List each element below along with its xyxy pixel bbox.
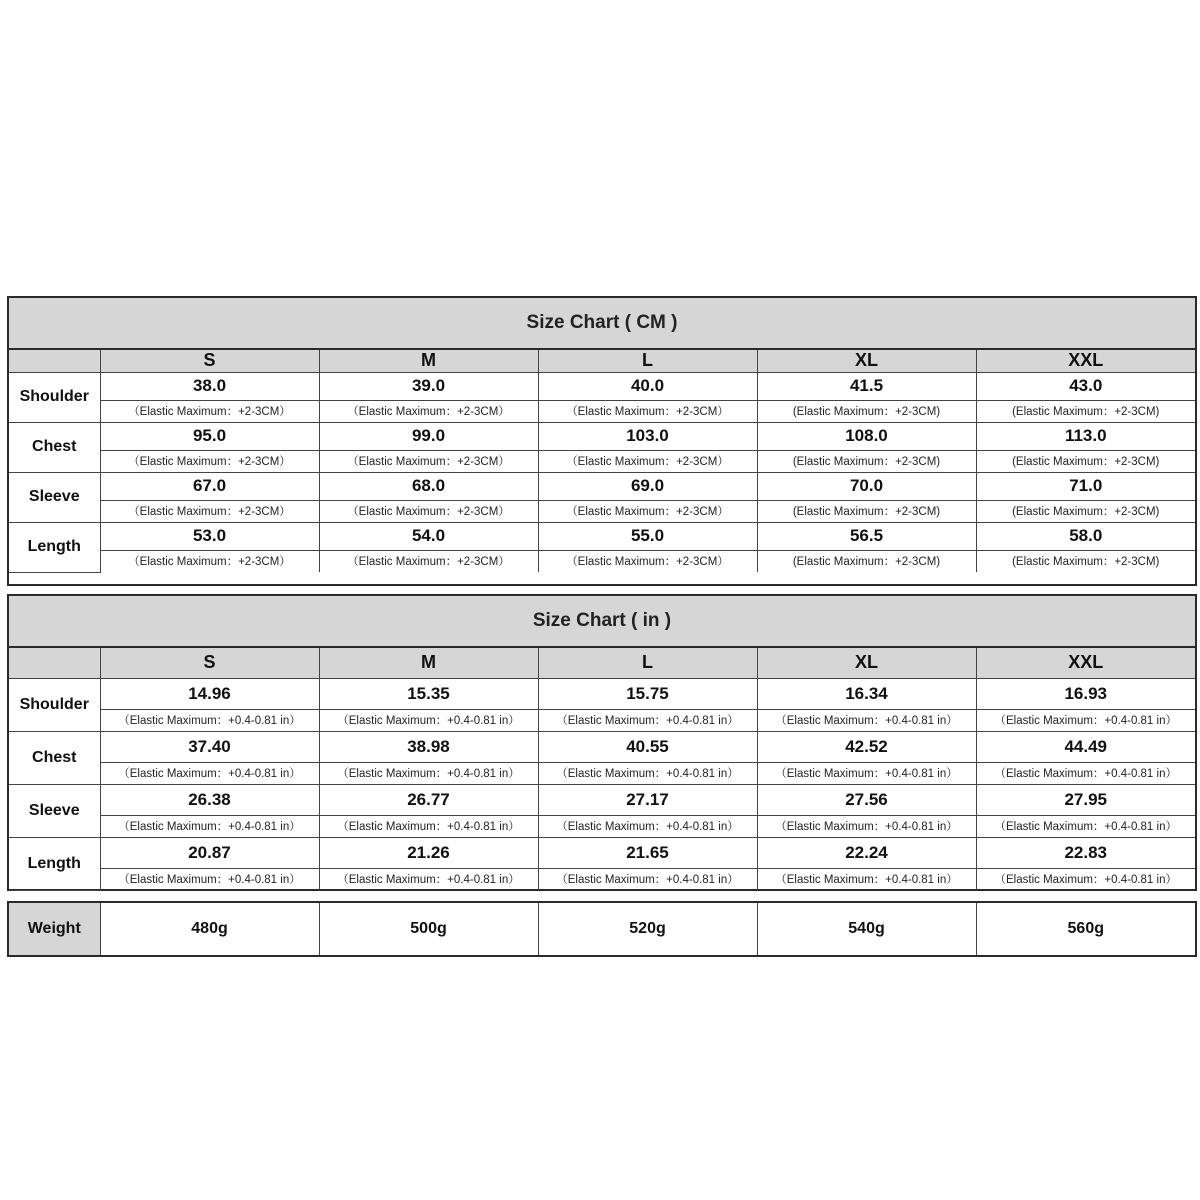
value-cell: 26.38 [100, 784, 319, 815]
table-row [9, 837, 1195, 868]
weight-value: 540g [757, 903, 976, 955]
elastic-note: （Elastic Maximum：+0.4-0.81 in） [976, 762, 1195, 784]
value-cell: 44.49 [976, 731, 1195, 762]
elastic-note: （Elastic Maximum：+2-3CM） [100, 500, 319, 522]
elastic-note: （Elastic Maximum：+0.4-0.81 in） [319, 868, 538, 890]
elastic-note: （Elastic Maximum：+0.4-0.81 in） [319, 815, 538, 837]
value-cell: 53.0 [100, 522, 319, 550]
size-header: XXL [976, 350, 1195, 372]
elastic-note: （Elastic Maximum：+0.4-0.81 in） [976, 868, 1195, 890]
size-header: XXL [976, 648, 1195, 678]
elastic-note: (Elastic Maximum：+2-3CM) [976, 450, 1195, 472]
size-table-in [9, 648, 1195, 891]
value-cell: 95.0 [100, 422, 319, 450]
size-header: L [538, 350, 757, 372]
elastic-note: （Elastic Maximum：+0.4-0.81 in） [538, 709, 757, 731]
value-cell: 99.0 [319, 422, 538, 450]
size-chart-in [7, 594, 1197, 891]
elastic-note: （Elastic Maximum：+2-3CM） [319, 450, 538, 472]
row-label: Chest [9, 422, 100, 472]
size-table-cm [9, 350, 1195, 573]
weight-value: 480g [100, 903, 319, 955]
note-row [9, 500, 1195, 522]
size-header: S [100, 648, 319, 678]
value-cell: 42.52 [757, 731, 976, 762]
elastic-note: （Elastic Maximum：+2-3CM） [538, 450, 757, 472]
value-cell: 22.83 [976, 837, 1195, 868]
value-cell: 16.93 [976, 678, 1195, 709]
table-row [9, 372, 1195, 400]
value-cell: 39.0 [319, 372, 538, 400]
size-header-row [9, 648, 1195, 678]
size-chart-cm [7, 296, 1197, 586]
elastic-note: （Elastic Maximum：+2-3CM） [319, 400, 538, 422]
elastic-note: （Elastic Maximum：+0.4-0.81 in） [100, 762, 319, 784]
elastic-note: （Elastic Maximum：+0.4-0.81 in） [100, 868, 319, 890]
corner-cell [9, 350, 100, 372]
value-cell: 22.24 [757, 837, 976, 868]
elastic-note: （Elastic Maximum：+0.4-0.81 in） [100, 709, 319, 731]
note-row [9, 450, 1195, 472]
elastic-note: （Elastic Maximum：+2-3CM） [319, 550, 538, 572]
value-cell: 67.0 [100, 472, 319, 500]
elastic-note: （Elastic Maximum：+2-3CM） [100, 550, 319, 572]
elastic-note: （Elastic Maximum：+2-3CM） [100, 450, 319, 472]
elastic-note: (Elastic Maximum：+2-3CM) [757, 550, 976, 572]
weight-row [9, 903, 1195, 955]
elastic-note: (Elastic Maximum：+2-3CM) [757, 450, 976, 472]
elastic-note: （Elastic Maximum：+2-3CM） [319, 500, 538, 522]
size-header-row [9, 350, 1195, 372]
elastic-note: （Elastic Maximum：+0.4-0.81 in） [538, 815, 757, 837]
size-header: S [100, 350, 319, 372]
row-label: Shoulder [9, 678, 100, 731]
note-row [9, 868, 1195, 890]
row-label: Sleeve [9, 472, 100, 522]
value-cell: 40.0 [538, 372, 757, 400]
value-cell: 15.35 [319, 678, 538, 709]
elastic-note: （Elastic Maximum：+0.4-0.81 in） [538, 868, 757, 890]
value-cell: 54.0 [319, 522, 538, 550]
weight-value: 520g [538, 903, 757, 955]
weight-label: Weight [9, 903, 100, 955]
elastic-note: （Elastic Maximum：+0.4-0.81 in） [319, 762, 538, 784]
elastic-note: （Elastic Maximum：+2-3CM） [100, 400, 319, 422]
value-cell: 14.96 [100, 678, 319, 709]
size-header: M [319, 648, 538, 678]
value-cell: 15.75 [538, 678, 757, 709]
value-cell: 68.0 [319, 472, 538, 500]
value-cell: 38.0 [100, 372, 319, 400]
chart-title: Size Chart ( CM ) [9, 298, 1195, 350]
value-cell: 27.56 [757, 784, 976, 815]
elastic-note: （Elastic Maximum：+0.4-0.81 in） [319, 709, 538, 731]
elastic-note: （Elastic Maximum：+0.4-0.81 in） [757, 762, 976, 784]
value-cell: 58.0 [976, 522, 1195, 550]
row-label: Length [9, 837, 100, 890]
table-row [9, 472, 1195, 500]
table-row [9, 422, 1195, 450]
table-row [9, 731, 1195, 762]
corner-cell [9, 648, 100, 678]
value-cell: 56.5 [757, 522, 976, 550]
table-row [9, 678, 1195, 709]
elastic-note: （Elastic Maximum：+2-3CM） [538, 400, 757, 422]
weight-table [7, 901, 1197, 957]
weight-row-table [9, 903, 1195, 955]
value-cell: 27.17 [538, 784, 757, 815]
value-cell: 21.26 [319, 837, 538, 868]
elastic-note: （Elastic Maximum：+0.4-0.81 in） [976, 709, 1195, 731]
row-label: Sleeve [9, 784, 100, 837]
weight-value: 500g [319, 903, 538, 955]
elastic-note: （Elastic Maximum：+0.4-0.81 in） [100, 815, 319, 837]
row-label: Shoulder [9, 372, 100, 422]
elastic-note: (Elastic Maximum：+2-3CM) [757, 400, 976, 422]
note-row [9, 815, 1195, 837]
size-header: XL [757, 648, 976, 678]
value-cell: 27.95 [976, 784, 1195, 815]
value-cell: 70.0 [757, 472, 976, 500]
value-cell: 41.5 [757, 372, 976, 400]
note-row [9, 709, 1195, 731]
elastic-note: （Elastic Maximum：+0.4-0.81 in） [757, 815, 976, 837]
elastic-note: （Elastic Maximum：+0.4-0.81 in） [538, 762, 757, 784]
value-cell: 103.0 [538, 422, 757, 450]
size-header: XL [757, 350, 976, 372]
value-cell: 21.65 [538, 837, 757, 868]
elastic-note: （Elastic Maximum：+0.4-0.81 in） [757, 868, 976, 890]
elastic-note: （Elastic Maximum：+0.4-0.81 in） [757, 709, 976, 731]
elastic-note: （Elastic Maximum：+2-3CM） [538, 500, 757, 522]
elastic-note: (Elastic Maximum：+2-3CM) [976, 400, 1195, 422]
table-row [9, 784, 1195, 815]
elastic-note: (Elastic Maximum：+2-3CM) [976, 550, 1195, 572]
value-cell: 16.34 [757, 678, 976, 709]
row-label: Length [9, 522, 100, 572]
weight-value: 560g [976, 903, 1195, 955]
table-row [9, 522, 1195, 550]
note-row [9, 762, 1195, 784]
size-header: L [538, 648, 757, 678]
value-cell: 55.0 [538, 522, 757, 550]
elastic-note: (Elastic Maximum：+2-3CM) [976, 500, 1195, 522]
chart-title: Size Chart ( in ) [9, 596, 1195, 648]
value-cell: 26.77 [319, 784, 538, 815]
value-cell: 43.0 [976, 372, 1195, 400]
value-cell: 37.40 [100, 731, 319, 762]
value-cell: 108.0 [757, 422, 976, 450]
size-header: M [319, 350, 538, 372]
value-cell: 69.0 [538, 472, 757, 500]
note-row [9, 550, 1195, 572]
elastic-note: (Elastic Maximum：+2-3CM) [757, 500, 976, 522]
value-cell: 113.0 [976, 422, 1195, 450]
elastic-note: （Elastic Maximum：+2-3CM） [538, 550, 757, 572]
note-row [9, 400, 1195, 422]
value-cell: 20.87 [100, 837, 319, 868]
row-label: Chest [9, 731, 100, 784]
elastic-note: （Elastic Maximum：+0.4-0.81 in） [976, 815, 1195, 837]
value-cell: 38.98 [319, 731, 538, 762]
value-cell: 40.55 [538, 731, 757, 762]
value-cell: 71.0 [976, 472, 1195, 500]
